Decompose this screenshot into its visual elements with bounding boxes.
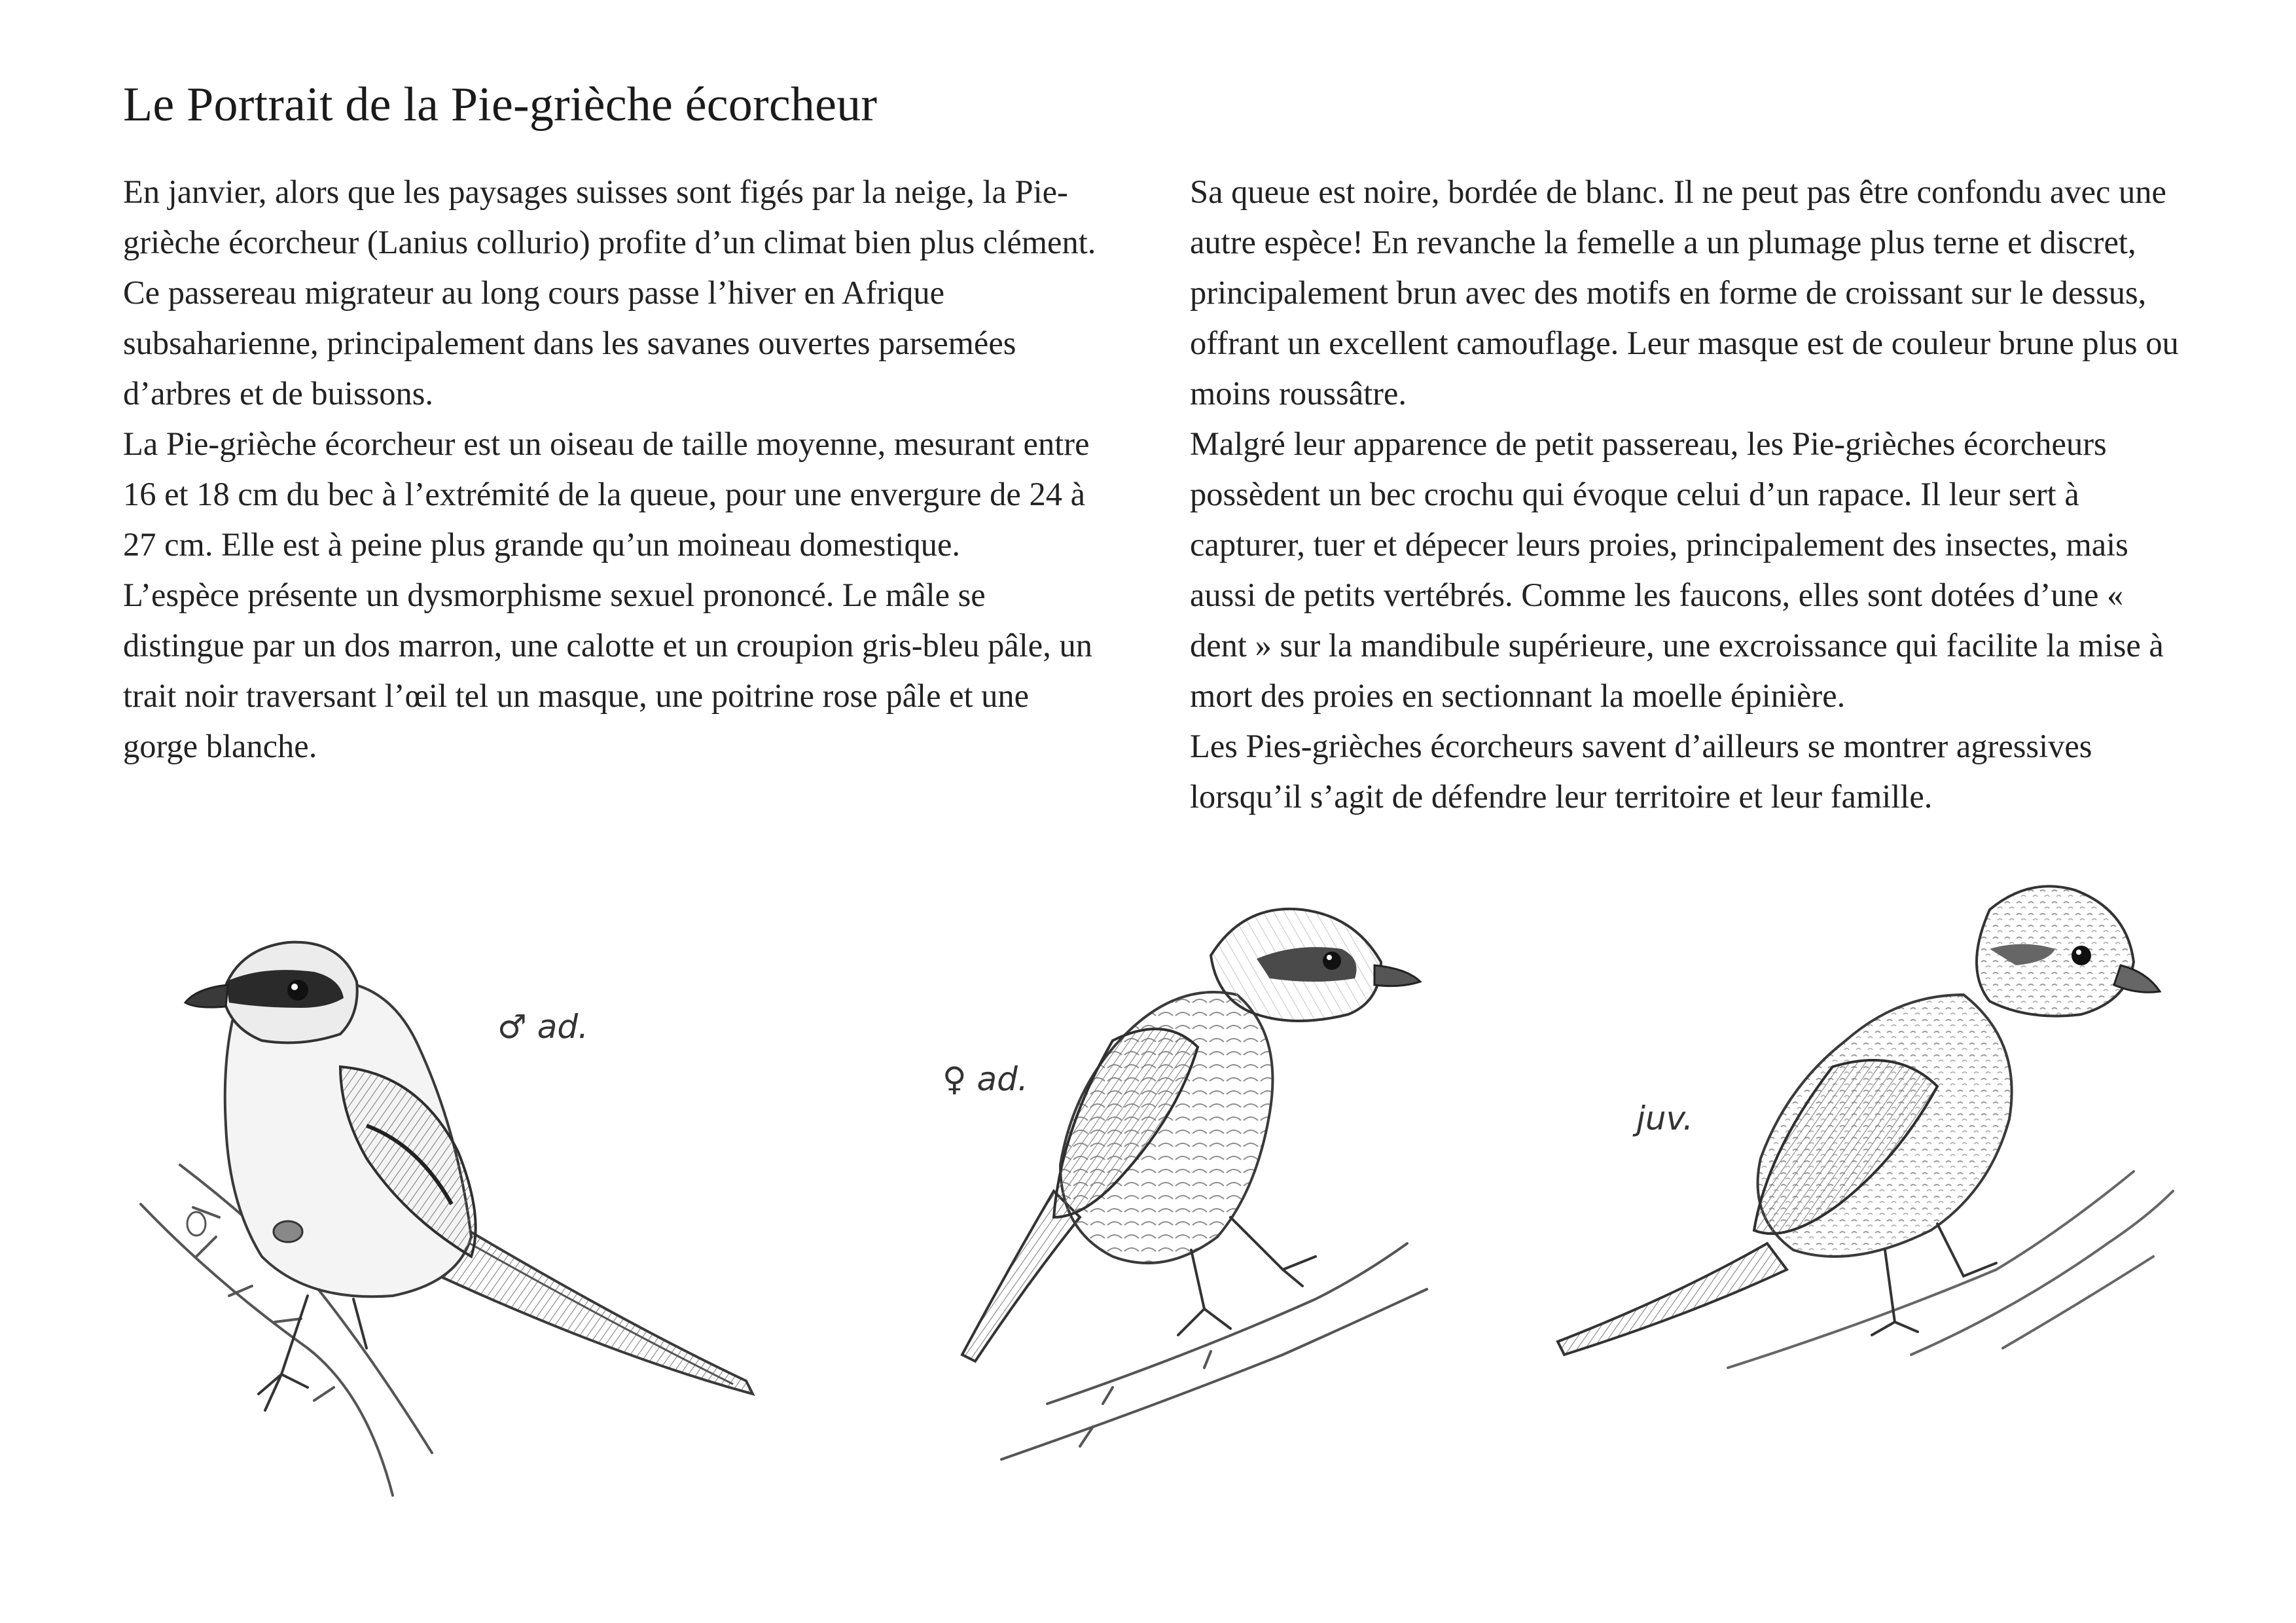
paragraph-behaviour: Les Pies-grièches écorcheurs savent d’ailleurs se montrer agressives lorsqu’il s’agit de défendre leur territoire et leur famille. [1190,728,2092,815]
right-text-column [1190,167,2185,822]
paragraph-distribution: En janvier, alors que les paysages suisses sont figés par la neige, la Pie-grièche écorcheur (Lanius collurio) profite d’un climat bien plus clément. Ce passereau migrateur au long cours passe l’hiver en Afrique subsaharienne, principalement dans les savanes ouvertes parsemées d’arbres et de buissons. [123,173,1096,412]
juvenile-label: juv. [1636,1099,1693,1137]
left-text-column [123,167,1111,772]
female-adult-drawing [962,909,1427,1459]
paragraph-dimorphism: L’espèce présente un dysmorphisme sexuel prononcé. Le mâle se distingue par un dos marron, une calotte et un croupion gris-bleu pâle, un trait noir traversant l’œil tel un masque, une poitrine rose pâle et une gorge blanche. [123,577,1092,764]
illustration-panel [0,851,2296,1558]
paragraph-plumage: Sa queue est noire, bordée de blanc. Il ne peut pas être confondu avec une autre espèce! En revanche la femelle a un plumage plus terne et discret, principalement brun avec des motifs en forme de croissant sur le dessus, offrant un excellent camouflage. Leur masque est de couleur brune plus ou moins roussâtre. [1190,173,2179,412]
paragraph-size: La Pie-grièche écorcheur est un oiseau de taille moyenne, mesurant entre 16 et 18 cm du bec à l’extrémité de la queue, pour une envergure de 24 à 27 cm. Elle est à peine plus grande qu’un moineau domestique. [123,425,1090,563]
article-title: Le Portrait de la Pie-grièche écorcheur [123,78,878,132]
male-adult-label: ♂ ad. [497,1008,588,1046]
pencil-drawings [0,851,2296,1558]
paragraph-beak: Malgré leur apparence de petit passereau, les Pie-grièches écorcheurs possèdent un bec crochu qui évoque celui d’un rapace. Il leur sert à capturer, tuer et dépecer leurs proies, principalement des insectes, mais aussi de petits vertébrés. Comme les faucons, elles sont dotées d’une « dent » sur la mandibule supérieure, une excroissance qui facilite la mise à mort des proies en sectionnant la moelle épinière. [1190,425,2164,714]
female-adult-label: ♀ ad. [942,1060,1028,1098]
male-adult-drawing [141,942,753,1495]
